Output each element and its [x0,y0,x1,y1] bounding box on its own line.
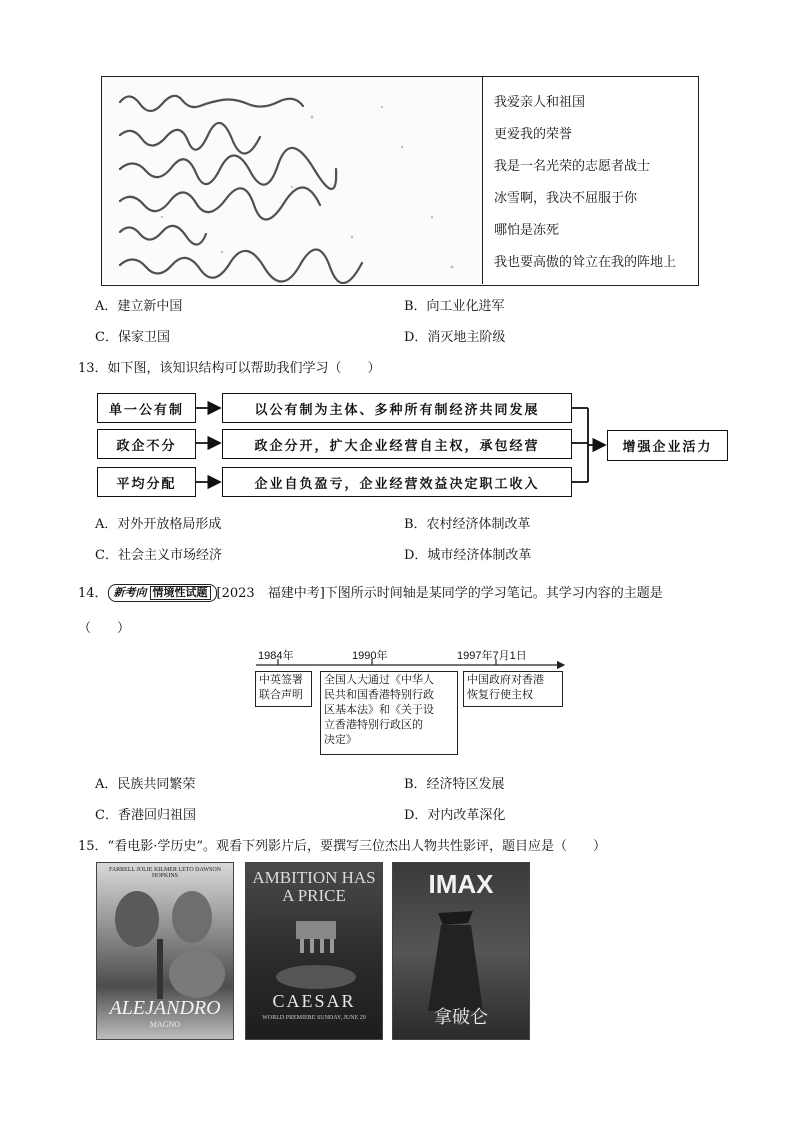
poster-tagline: AMBITION HAS A PRICE [252,868,376,905]
q14-question-line [78,582,663,602]
poster-subtitle: MAGNO [149,1020,181,1029]
event-line: 中国政府对香港 [467,674,544,686]
result-box: 增强企业活力 [607,430,728,461]
event-line: 决定》 [324,734,357,746]
event-line: 恢复行使主权 [467,689,533,701]
q14-question-tail: （ ） [78,621,131,636]
timeline-year: 1990年 [352,650,388,662]
poster-scene [246,913,383,993]
q13-option-a[interactable]: A．对外开放格局形成 [95,517,222,532]
poster-title: 拿破仑 [434,1007,488,1028]
q13-question: 13．如下图，该知识结构可以帮助我们学习（ ） [78,361,381,376]
q14-option-d[interactable]: D．对内改革深化 [404,808,506,823]
poster-title: ALEJANDRO [109,997,221,1019]
poster-figures [97,879,234,999]
q12-option-d[interactable]: D．消灭地主阶级 [404,330,506,345]
q14-option-a[interactable]: A．民族共同繁荣 [95,777,196,792]
old-system-box: 平均分配 [97,467,196,497]
poster-title: CAESAR [272,991,356,1011]
q14-option-c[interactable]: C．香港回归祖国 [95,808,196,823]
q14-option-b[interactable]: B．经济特区发展 [404,777,505,792]
movie-poster-caesar [245,862,383,1040]
reform-box: 以公有制为主体、多种所有制经济共同发展 [222,393,572,423]
poem-line: 我也要高傲的耸立在我的阵地上 [494,255,677,270]
event-line: 全国人大通过《中华人 [324,674,434,686]
poster-subtitle: WORLD PREMIERE SUNDAY, JUNE 29 [262,1015,366,1021]
poem-line: 冰雪啊，我决不屈服于你 [494,191,638,206]
poem-line: 哪怕是冻死 [494,223,560,238]
badge-type: 情境性试题 [150,586,211,600]
imax-logo: IMAX [428,869,494,899]
event-line: 立香港特别行政区的 [324,719,423,731]
badge-label: 新考向 [113,587,147,599]
q13-option-d[interactable]: D．城市经济体制改革 [404,548,532,563]
old-system-box: 政企不分 [97,429,196,459]
timeline-event [320,671,458,755]
timeline-year: 1984年 [258,650,294,662]
reform-box: 政企分开，扩大企业经营自主权，承包经营 [222,429,572,459]
old-system-box: 单一公有制 [97,393,196,423]
q13-option-b[interactable]: B．农村经济体制改革 [404,517,531,532]
poem-line: 更爱我的荣誉 [494,127,573,142]
poster-credits: FARRELL JOLIE KILMER LETO DAWSON HOPKINS [108,867,222,879]
reform-box: 企业自负盈亏，企业经营效益决定职工收入 [222,467,572,497]
event-line: 中英签署 [259,674,303,686]
q12-option-c[interactable]: C．保家卫国 [95,330,170,345]
q12-option-a[interactable]: A．建立新中国 [95,299,183,314]
movie-poster-alejandro [96,862,234,1040]
q15-question: 15．“看电影·学历史”。观看下列影片后，要撰写三位杰出人物共性影评，题目应是（ ） [78,839,606,854]
poem-line: 我爱亲人和祖国 [494,95,586,110]
timeline-event [463,671,563,707]
movie-poster-napoleon [392,862,530,1040]
poem-line: 我是一名光荣的志愿者战士 [494,159,651,174]
event-line: 民共和国香港特别行政 [324,689,434,701]
event-line: 区基本法》和《关于设 [324,704,434,716]
timeline-year: 1997年7月1日 [457,650,527,662]
q14-number: 14． [78,586,108,601]
q13-option-c[interactable]: C．社会主义市场经济 [95,548,222,563]
poster-figure [393,903,530,1013]
q12-option-b[interactable]: B．向工业化进军 [404,299,505,314]
timeline-event [255,671,312,707]
event-line: 联合声明 [259,689,303,701]
q14-question: [2023 福建中考]下图所示时间轴是某同学的学习笔记。其学习内容的主题是 [216,586,663,601]
new-trend-badge [108,584,217,602]
